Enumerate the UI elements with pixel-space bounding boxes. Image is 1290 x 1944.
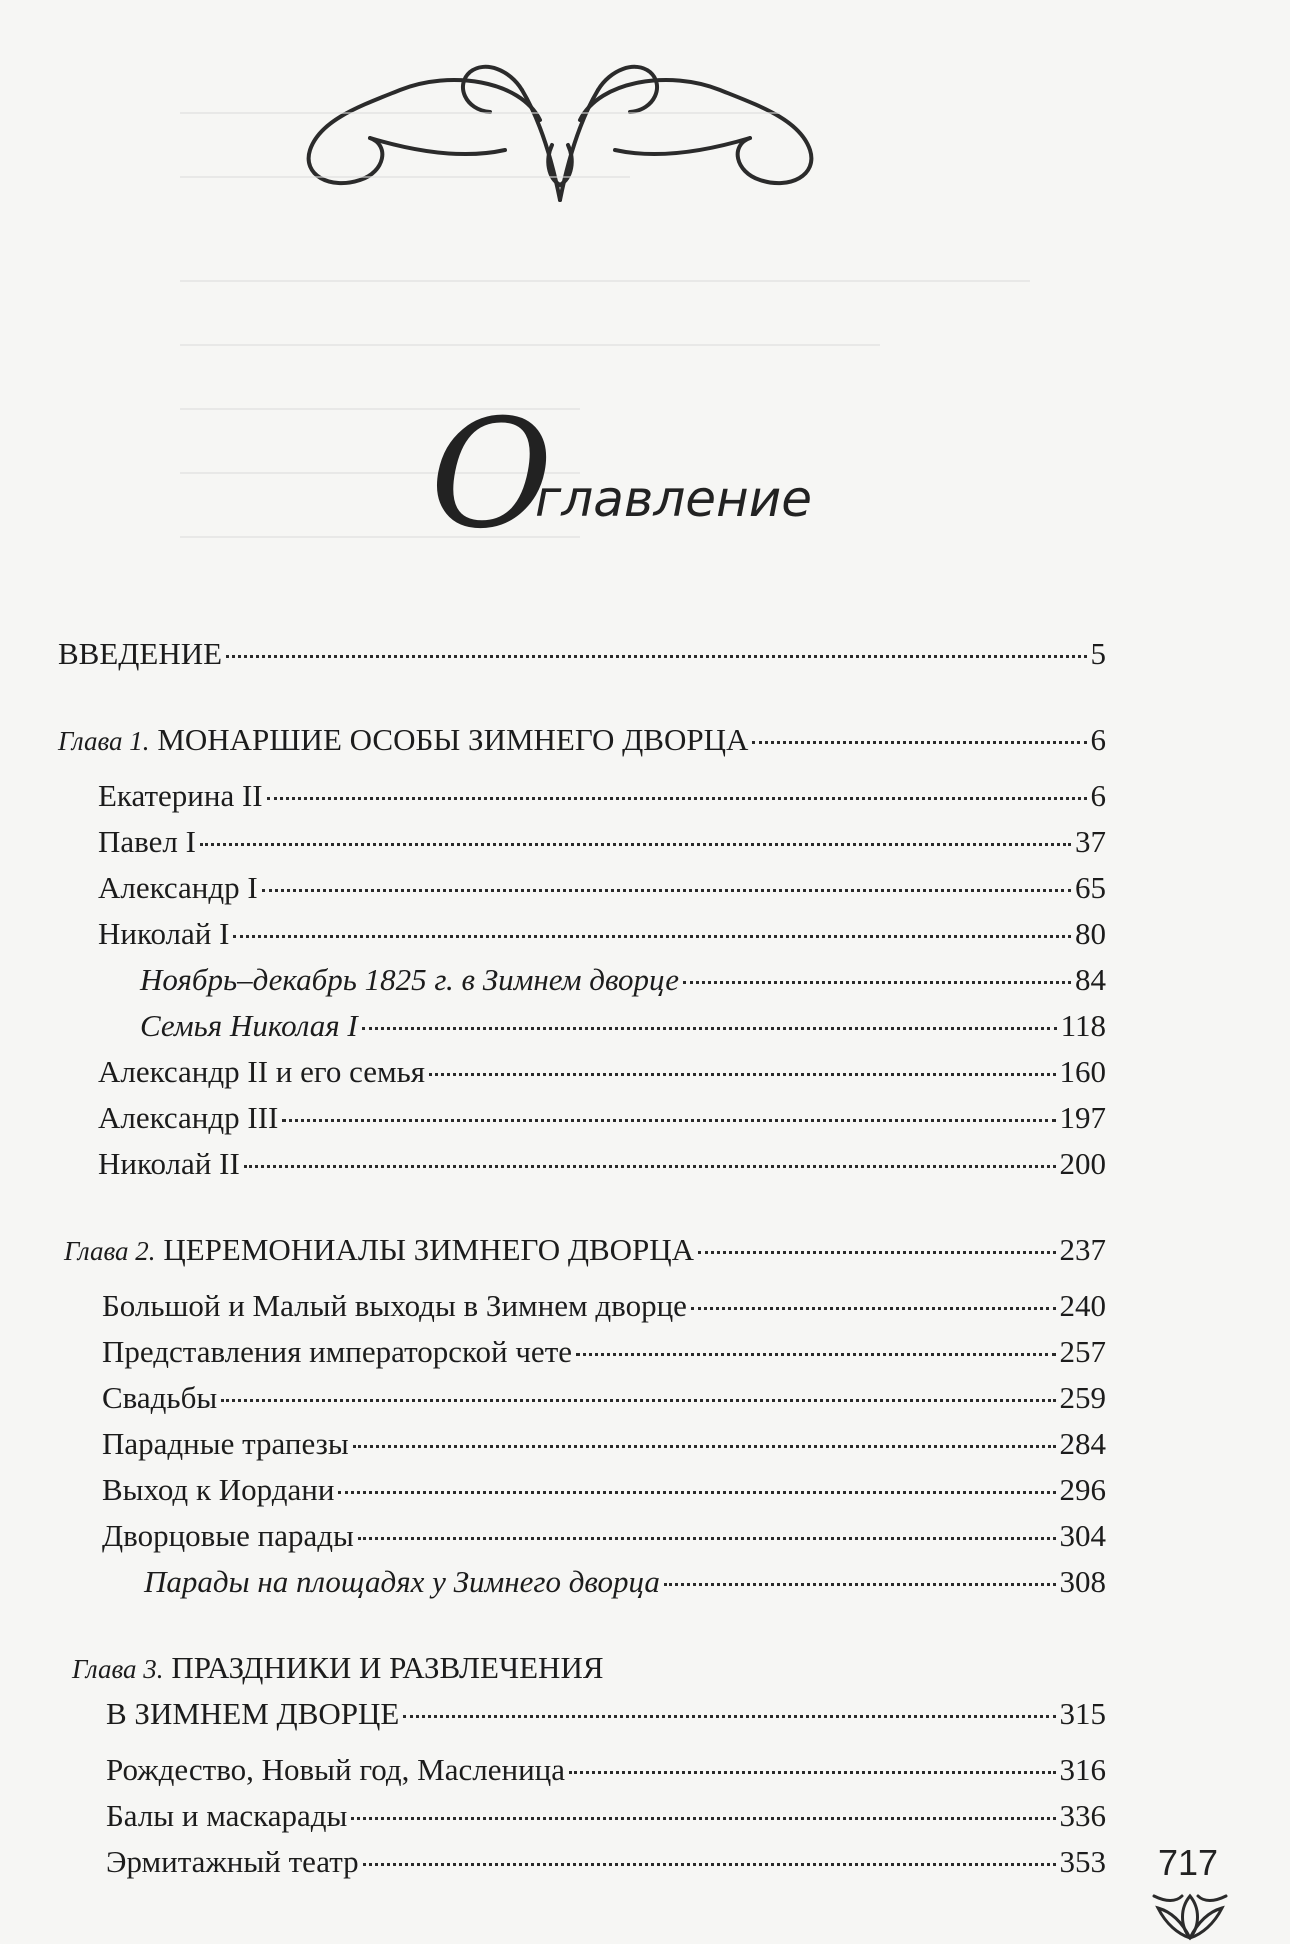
toc-entry-label: Свадьбы: [102, 1380, 218, 1415]
toc-entry-label: ПРАЗДНИКИ И РАЗВЛЕЧЕНИЯ: [171, 1650, 604, 1685]
toc-entry[interactable]: [98, 868, 1106, 908]
leader-dots: [362, 1027, 1057, 1030]
toc-entry-label: Выход к Иордани: [102, 1472, 335, 1507]
toc-entry-page: 353: [1059, 1844, 1106, 1879]
toc-entry[interactable]: [98, 1144, 1106, 1184]
toc-entry-page: 304: [1059, 1518, 1106, 1553]
toc-entry[interactable]: [98, 822, 1106, 862]
leader-dots: [664, 1583, 1056, 1586]
leader-dots: [363, 1863, 1056, 1866]
toc-entry-label: В ЗИМНЕМ ДВОРЦЕ: [106, 1696, 400, 1731]
toc-entry-label: Павел I: [98, 824, 196, 859]
leader-dots: [244, 1165, 1056, 1168]
toc-entry[interactable]: [102, 1424, 1106, 1464]
toc-entry-page: 296: [1059, 1472, 1106, 1507]
leader-dots: [338, 1491, 1055, 1494]
leader-dots: [576, 1353, 1056, 1356]
toc-entry-label: Николай II: [98, 1146, 240, 1181]
leader-dots: [691, 1307, 1056, 1310]
toc-entry[interactable]: [98, 1052, 1106, 1092]
toc-entry-label: Большой и Малый выходы в Зимнем дворце: [102, 1288, 687, 1323]
toc-entry[interactable]: [102, 1286, 1106, 1326]
toc-entry-page: 80: [1075, 916, 1106, 951]
leader-dots: [569, 1771, 1055, 1774]
toc-entry-label: Парадные трапезы: [102, 1426, 349, 1461]
leader-dots: [403, 1715, 1055, 1718]
toc-entry-page: 6: [1090, 778, 1106, 813]
toc-entry-label: МОНАРШИЕ ОСОБЫ ЗИМНЕГО ДВОРЦА: [157, 722, 749, 757]
toc-entry[interactable]: [102, 1470, 1106, 1510]
toc-chapter[interactable]: [72, 1648, 1106, 1689]
lotus-corner-icon: [1150, 1888, 1230, 1944]
toc-entry-page: 200: [1059, 1146, 1106, 1181]
toc-entry-page: 336: [1059, 1798, 1106, 1833]
leader-dots: [429, 1073, 1055, 1076]
leader-dots: [358, 1537, 1056, 1540]
toc-entry-page: 315: [1059, 1696, 1106, 1731]
title-rest: главление: [534, 470, 812, 528]
leader-dots: [282, 1119, 1055, 1122]
toc-entry-label: Рождество, Новый год, Масленица: [106, 1752, 566, 1787]
toc-entry[interactable]: [58, 634, 1106, 674]
leader-dots: [353, 1445, 1056, 1448]
chapter-prefix: Глава 3.: [72, 1654, 164, 1684]
toc-entry-label: Эрмитажный театр: [106, 1844, 359, 1879]
toc-entry-page: 237: [1059, 1232, 1106, 1267]
toc-entry-page: 6: [1090, 722, 1106, 757]
leader-dots: [351, 1817, 1055, 1820]
toc-entry-page: 65: [1075, 870, 1106, 905]
toc-entry-page: 197: [1059, 1100, 1106, 1135]
toc-entry-page: 284: [1059, 1426, 1106, 1461]
toc-entry-page: 240: [1059, 1288, 1106, 1323]
toc-entry-page: 118: [1060, 1008, 1106, 1043]
toc-entry-label: Дворцовые парады: [102, 1518, 354, 1553]
toc-entry-label: Николай I: [98, 916, 230, 951]
toc-entry[interactable]: [98, 1098, 1106, 1138]
leader-dots: [262, 889, 1071, 892]
toc-chapter[interactable]: [58, 720, 1106, 761]
leader-dots: [267, 797, 1087, 800]
toc-entry[interactable]: [106, 1796, 1106, 1836]
toc-entry-label: Ноябрь–декабрь 1825 г. в Зимнем дворце: [140, 962, 680, 997]
toc-entry-label: Александр II и его семья: [98, 1054, 426, 1089]
toc-entry-page: 37: [1075, 824, 1106, 859]
leader-dots: [200, 843, 1071, 846]
toc-entry-label: ВВЕДЕНИЕ: [58, 636, 223, 671]
leader-dots: [221, 1399, 1055, 1402]
toc-entry[interactable]: [98, 914, 1106, 954]
toc-entry-page: 308: [1059, 1564, 1106, 1599]
toc-entry[interactable]: [106, 1750, 1106, 1790]
toc-entry-label: ЦЕРЕМОНИАЛЫ ЗИМНЕГО ДВОРЦА: [163, 1232, 695, 1267]
toc-entry[interactable]: [98, 776, 1106, 816]
toc-entry-label: Семья Николая I: [140, 1008, 358, 1043]
toc-entry-page: 316: [1059, 1752, 1106, 1787]
toc-entry-label: Представления императорской чете: [102, 1334, 572, 1369]
leader-dots: [683, 981, 1071, 984]
toc-entry[interactable]: [106, 1842, 1106, 1882]
toc-subentry[interactable]: [140, 1006, 1106, 1046]
toc-entry-page: 259: [1059, 1380, 1106, 1415]
toc-entry[interactable]: [106, 1694, 1106, 1734]
leader-dots: [233, 935, 1071, 938]
chapter-prefix: Глава 2.: [64, 1236, 156, 1266]
toc-entry[interactable]: [102, 1516, 1106, 1556]
toc-entry[interactable]: [102, 1332, 1106, 1372]
toc-entry-label: Александр III: [98, 1100, 279, 1135]
toc-entry-label: Балы и маскарады: [106, 1798, 348, 1833]
toc-entry-label: Екатерина II: [98, 778, 263, 813]
toc-chapter[interactable]: [64, 1230, 1106, 1271]
title-initial: О: [430, 388, 553, 562]
toc-entry-label: Парады на площадях у Зимнего дворца: [144, 1564, 660, 1599]
toc-entry-label: Александр I: [98, 870, 258, 905]
leader-dots: [698, 1251, 1055, 1254]
toc-entry-page: 257: [1059, 1334, 1106, 1369]
leader-dots: [752, 741, 1086, 744]
toc-subentry[interactable]: [140, 960, 1106, 1000]
toc-entry[interactable]: [102, 1378, 1106, 1418]
leader-dots: [226, 655, 1086, 658]
page-number: 717: [1158, 1842, 1219, 1883]
toc-entry-page: 84: [1075, 962, 1106, 997]
toc-entry-page: 160: [1059, 1054, 1106, 1089]
toc-entry-page: 5: [1090, 636, 1106, 671]
chapter-prefix: Глава 1.: [58, 726, 150, 756]
toc-subentry[interactable]: [144, 1562, 1106, 1602]
